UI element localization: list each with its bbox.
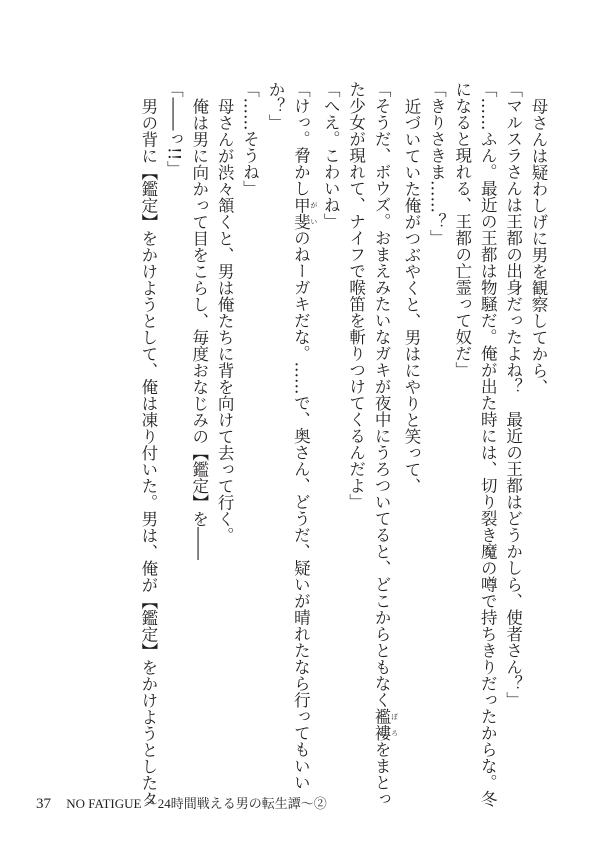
text-line bbox=[526, 81, 551, 753]
line-text: 母さんは疑わしげに男を観察してから、 bbox=[529, 97, 548, 395]
text-line bbox=[424, 81, 449, 753]
ruby-base: 甲斐 bbox=[291, 196, 311, 230]
line-text: 「けっ。脅かし bbox=[291, 81, 311, 197]
text-line bbox=[369, 81, 399, 807]
text-line bbox=[500, 81, 525, 753]
line-text: 「きりさきま……？」 bbox=[427, 81, 447, 246]
line-text: 「――っ!!」 bbox=[164, 81, 184, 177]
text-line bbox=[399, 81, 424, 753]
text-line bbox=[449, 81, 474, 753]
ruby-annotation bbox=[291, 196, 318, 230]
ruby-annotation bbox=[372, 708, 399, 741]
text-line bbox=[343, 81, 368, 753]
text-line bbox=[288, 81, 318, 791]
page-footer bbox=[36, 793, 327, 813]
line-text: た少女が現れて、ナイフで喉笛を斬りつけてくるんだよ」 bbox=[346, 81, 366, 510]
text-line bbox=[237, 81, 262, 753]
ruby-base: 襤褸 bbox=[372, 708, 392, 741]
line-text: 「……そうね」 bbox=[240, 81, 260, 197]
line-text: 「マルスラさんは王都の出身だったよね？ 最近の王都はどうかしら、使者さん？」 bbox=[503, 81, 523, 708]
line-text: 「へえ。こわいね」 bbox=[321, 81, 341, 230]
line-text: 俺は男に向かって目をこらし、毎度おなじみの【鑑定】を―― bbox=[189, 97, 209, 560]
line-text: 母さんが渋々頷くと、男は俺たちに背を向けて去って行く。 bbox=[215, 97, 235, 543]
text-line bbox=[475, 81, 500, 807]
line-text: 「……ふん。最近の王都は物騒だ。俺が出た時には、切り裂き魔の噂で持ちきりだったからな。冬 bbox=[478, 81, 498, 807]
book-title: NO FATIGUE ～24時間戦える男の転生譚～② bbox=[66, 796, 327, 811]
page-number: 37 bbox=[36, 796, 51, 812]
line-text-after-ruby: のねーガキだな。……で、奥さん、どうだ、疑いが晴れたなら行ってもいい bbox=[291, 229, 311, 791]
text-line bbox=[263, 81, 288, 753]
line-text: 男の背に【鑑定】をかけようとして、俺は凍り付いた。男は、俺が【鑑定】をかけようとしたタ bbox=[138, 97, 158, 807]
text-line bbox=[212, 81, 237, 753]
line-text: になると現れる、王都の亡霊って奴だ」 bbox=[452, 81, 472, 378]
line-text: 「そうだ、ボウズ。おまえみたいなガキが夜中にうろついてると、どこからともなく bbox=[372, 81, 392, 708]
text-line bbox=[186, 81, 211, 753]
text-line bbox=[136, 81, 161, 807]
line-text: か？」 bbox=[265, 81, 285, 131]
text-line bbox=[318, 81, 343, 753]
text-line bbox=[161, 81, 186, 753]
line-text-after-ruby: をまとっ bbox=[372, 741, 392, 807]
line-text: 近づいていた俺がつぶやくと、男はにやりと笑って、 bbox=[401, 97, 421, 494]
ruby-text: がい bbox=[309, 196, 318, 230]
ruby-text: ぼろ bbox=[390, 708, 399, 741]
